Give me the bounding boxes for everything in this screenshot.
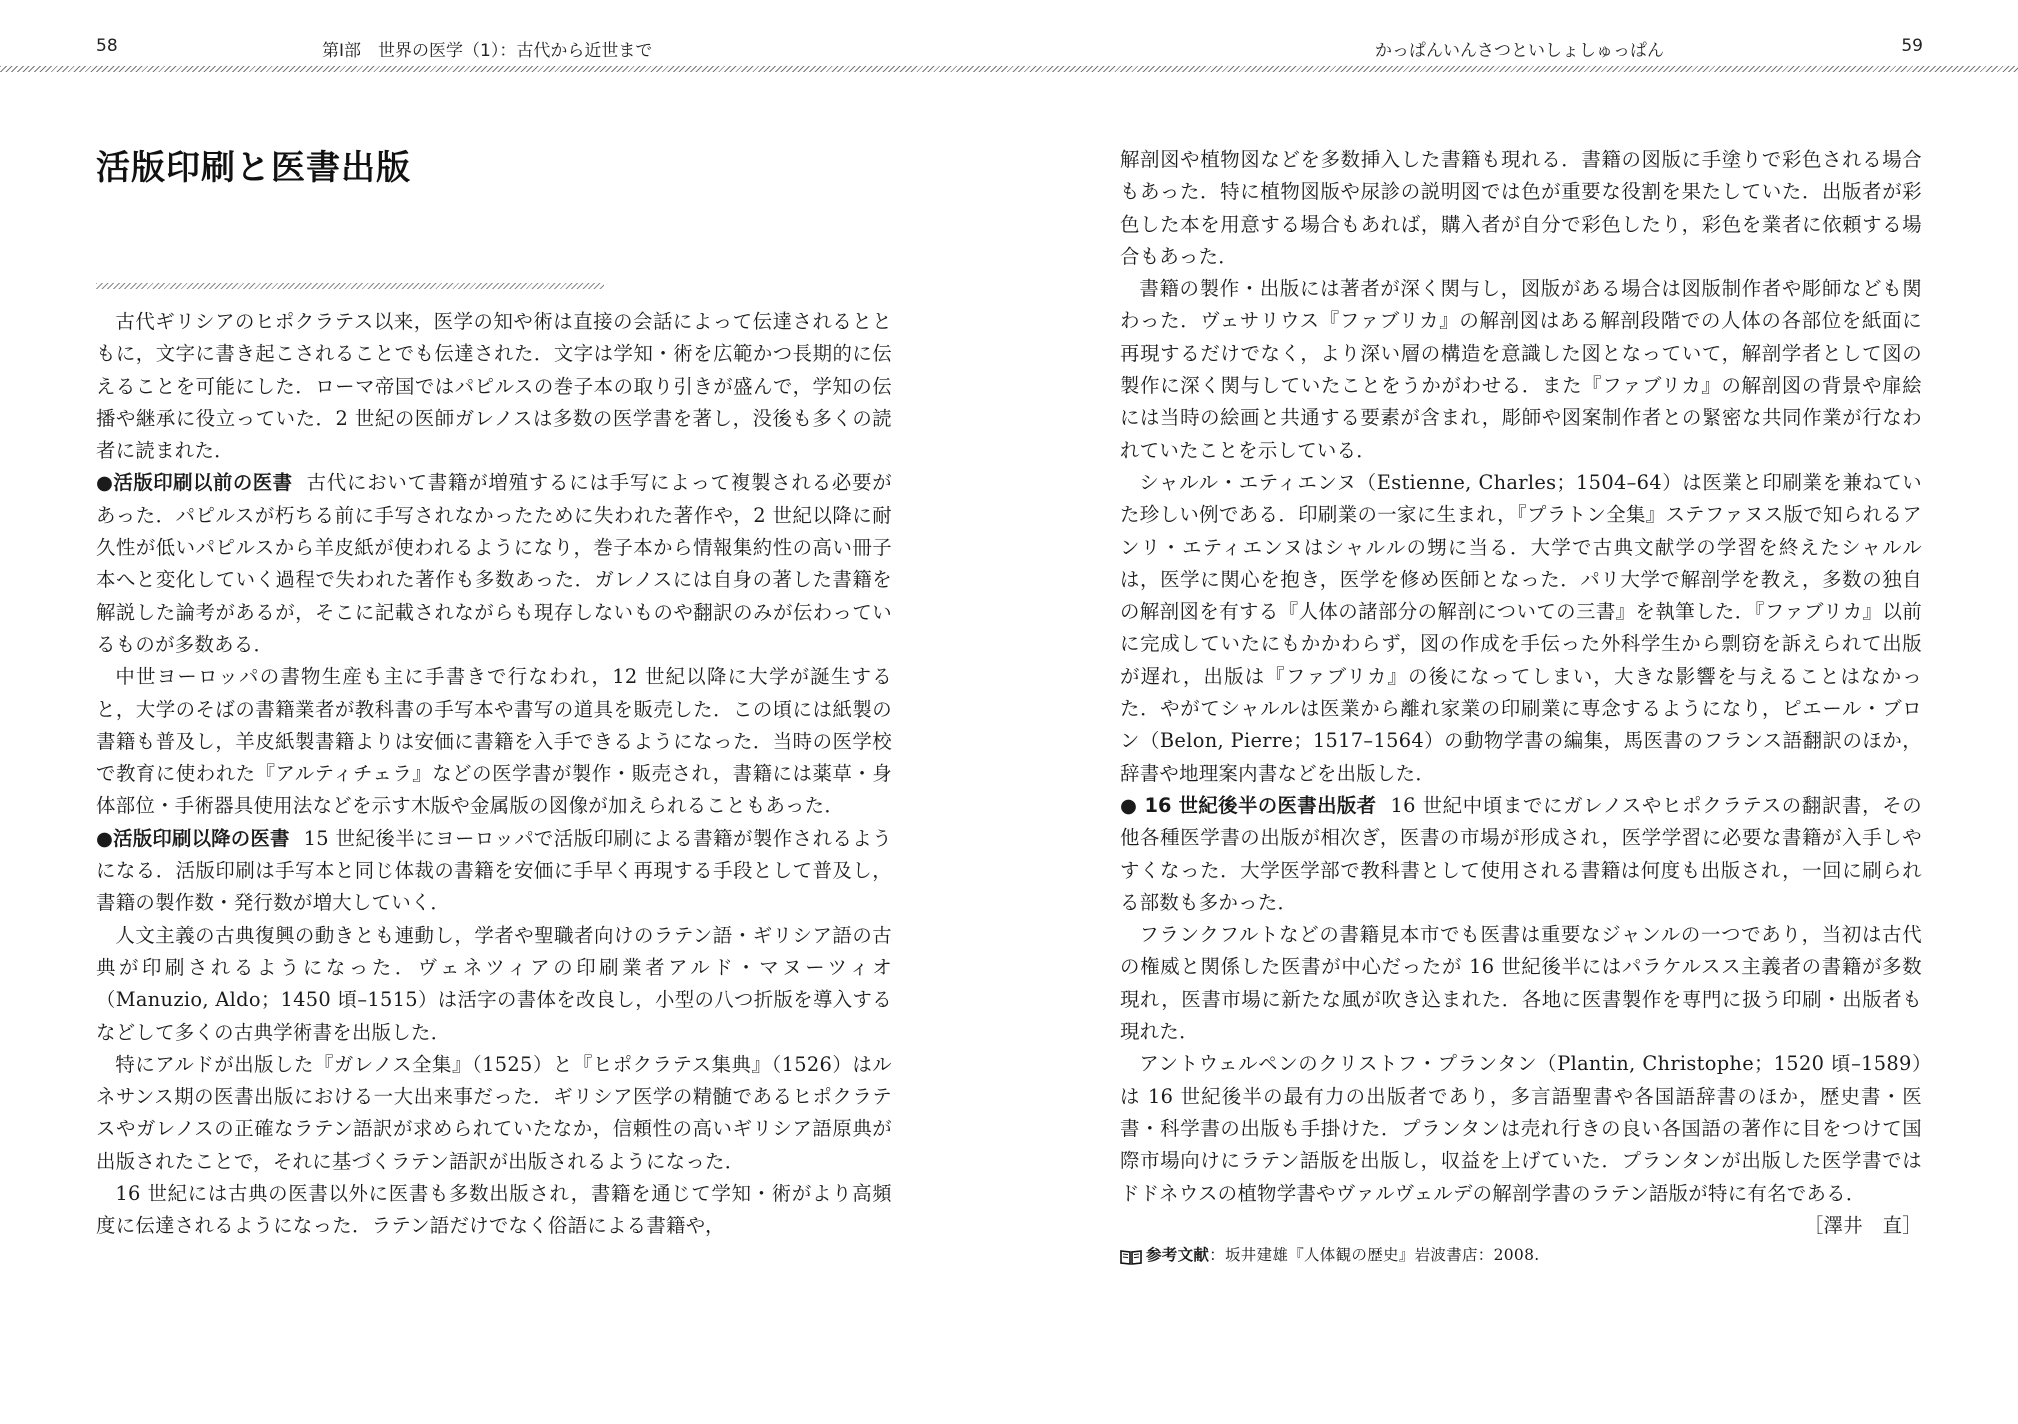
subhead-before-printing: ●活版印刷以前の医書 xyxy=(96,471,293,495)
section-reading: かっぱんいんさつといしょしゅっぱん xyxy=(1375,41,1664,61)
right-column xyxy=(1120,144,1922,1268)
left-page-number: 58 xyxy=(96,36,118,56)
paragraph: 中世ヨーロッパの書物生産も主に手書きで行なわれ，12 世紀以降に大学が誕生すると，大学のそばの書籍業者が教科書の手写本や書写の道具を販売した．この頃には紙製の書籍も普及し，羊皮紙製書籍よりは安価に書籍を入手できるようになった．当時の医学校で教育に使われた『アルティチェラ』などの医学書が製作・販売され，書籍には薬草・身体部位・手術器具使用法などを示す木版や金属版の図像が加えられることもあった． xyxy=(96,665,892,818)
paragraph-final xyxy=(1120,1048,1922,1242)
paragraph-text: アントウェルペンのクリストフ・プランタン（Plantin, Christophe；1520 頃–1589）は 16 世紀後半の最有力の出版者であり，多言語聖書や各国語辞書のほか，歴史書・医書・科学書の出版も手掛けた．プランタンは売れ行きの良い各国語の著作に目をつけて国際市場向けにラテン語版を出版し，収益を上げていた．プランタンが出版した医学書ではドドネウスの植物学書やヴァルヴェルデの解剖学書のラテン語版が特に有名である． xyxy=(1120,1052,1922,1205)
paragraph: 特にアルドが出版した『ガレノス全集』（1525）と『ヒポクラテス集典』（1526）はルネサンス期の医書出版における一大出来事だった．ギリシア医学の精髄であるヒポクラテスやガレノスの正確なラテン語訳が求められていたなか，信頼性の高いギリシア語原典が出版されたことで，それに基づくラテン語訳が出版されるようになった． xyxy=(96,1052,892,1173)
paragraph-text: 15 世紀後半にヨーロッパで活版印刷による書籍が製作されるようになる．活版印刷は手写本と同じ体裁の書籍を安価に手早く再現する手段として普及し，書籍の製作数・発行数が増大していく． xyxy=(96,826,892,915)
paragraph: 16 世紀には古典の医書以外に医書も多数出版され，書籍を通じて学知・術がより高頻度に伝達されるようになった．ラテン語だけでなく俗語による書籍や， xyxy=(96,1182,892,1238)
references-label: 参考文献 xyxy=(1146,1246,1210,1265)
references-text: ：坂井建雄『人体観の歴史』岩波書店：2008. xyxy=(1209,1246,1540,1265)
references xyxy=(1120,1242,1922,1268)
left-running-head xyxy=(0,36,1009,66)
paragraph-text: 古代において書籍が増殖するには手写によって複製される必要があった．パピルスが朽ちる前に手写されなかったために失われた著作や，2 世紀以降に耐久性が低いパピルスから羊皮紙が使われるようになり，巻子本から情報集約性の高い冊子本へと変化していく過程で失われた著作も多数あった．ガレノスには自身の著した書籍を解説した論考があるが，そこに記載されながらも現存しないものや翻訳のみが伝わっているものが多数ある． xyxy=(96,471,892,656)
paragraph-text: 16 世紀中頃までにガレノスやヒポクラテスの翻訳書，その他各種医学書の出版が相次ぎ，医書の市場が形成され，医学学習に必要な書籍が入手しやすくなった．大学医学部で教科書として使用される書籍は何度も出版され，一回に刷られる部数も多かった． xyxy=(1120,793,1922,914)
title-hatch-rule xyxy=(96,283,604,289)
paragraph: 人文主義の古典復興の動きとも連動し，学者や聖職者向けのラテン語・ギリシア語の古典が印刷されるようになった．ヴェネツィアの印刷業者アルド・マヌーツィオ（Manuzio, Aldo；1450 頃–1515）は活字の書体を改良し，小型の八つ折版を導入するなどして多くの古典学術書を出版した． xyxy=(96,923,892,1044)
chapter-title: 第Ⅰ部 世界の医学（1）：古代から近世まで xyxy=(322,41,653,61)
paragraph: 古代ギリシアのヒポクラテス以来，医学の知や術は直接の会話によって伝達されるとともに，文字に書き起こされることでも伝達された．文字は学知・術を広範かつ長期的に伝えることを可能にした．ローマ帝国ではパピルスの巻子本の取り引きが盛んで，学知の伝播や継承に役立っていた．2 世紀の医師ガレノスは多数の医学書を著し，没後も多くの読者に読まれた． xyxy=(96,310,892,463)
paragraph-with-subhead xyxy=(1120,790,1922,919)
paragraph: シャルル・エティエンヌ（Estienne, Charles；1504–64）は医業と印刷業を兼ねていた珍しい例である．印刷業の一家に生まれ，『プラトン全集』ステファヌス版で知られるアンリ・エティエンヌはシャルルの甥に当る．大学で古典文献学の学習を終えたシャルルは，医学に関心を抱き，医学を修め医師となった．パリ大学で解剖学を教え，多数の独自の解剖図を有する『人体の諸部分の解剖についての三書』を執筆した．『ファブリカ』以前に完成していたにもかかわらず，図の作成を手伝った外科学生から剽窃を訴えられて出版が遅れ，出版は『ファブリカ』の後になってしまい，大きな影響を与えることはなかった．やがてシャルルは医業から離れ家業の印刷業に専念するようになり，ピエール・ブロン（Belon, Pierre；1517–1564）の動物学書の編集，馬医書のフランス語翻訳のほか，辞書や地理案内書などを出版した． xyxy=(1120,470,1922,785)
paragraph: フランクフルトなどの書籍見本市でも医書は重要なジャンルの一つであり，当初は古代の権威と関係した医書が中心だったが 16 世紀後半にはパラケルスス主義者の書籍が多数現れ，医書市場に新たな風が吹き込まれた．各地に医書製作を専門に扱う印刷・出版者も現れた． xyxy=(1120,923,1922,1044)
paragraph-with-subhead xyxy=(96,823,892,920)
subhead-late-16th-century: ● 16 世紀後半の医書出版者 xyxy=(1120,793,1377,817)
book-icon xyxy=(1120,1247,1142,1263)
article-title: 活版印刷と医書出版 xyxy=(96,148,411,188)
header-hatch-divider xyxy=(0,66,2018,72)
right-running-head xyxy=(1009,36,2018,66)
paragraph-continued: 解剖図や植物図などを多数挿入した書籍も現れる．書籍の図版に手塗りで彩色される場合もあった．特に植物図版や尿診の説明図では色が重要な役割を果たしていた．出版者が彩色した本を用意する場合もあれば，購入者が自分で彩色したり，彩色を業者に依頼する場合もあった． xyxy=(1120,148,1922,268)
author-signature: ［澤井 直］ xyxy=(1803,1213,1922,1237)
subhead-after-printing: ●活版印刷以降の医書 xyxy=(96,826,290,850)
right-page-number: 59 xyxy=(1901,36,1923,56)
left-column xyxy=(96,306,892,1243)
paragraph: 書籍の製作・出版には著者が深く関与し，図版がある場合は図版制作者や彫師なども関わった．ヴェサリウス『ファブリカ』の解剖図はある解剖段階での人体の各部位を紙面に再現するだけでなく，より深い層の構造を意識した図となっていて，解剖学者として図の製作に深く関与していたことをうかがわせる．また『ファブリカ』の解剖図の背景や扉絵には当時の絵画と共通する要素が含まれ，彫師や図案制作者との緊密な共同作業が行なわれていたことを示している． xyxy=(1120,277,1922,462)
paragraph-with-subhead xyxy=(96,467,892,661)
